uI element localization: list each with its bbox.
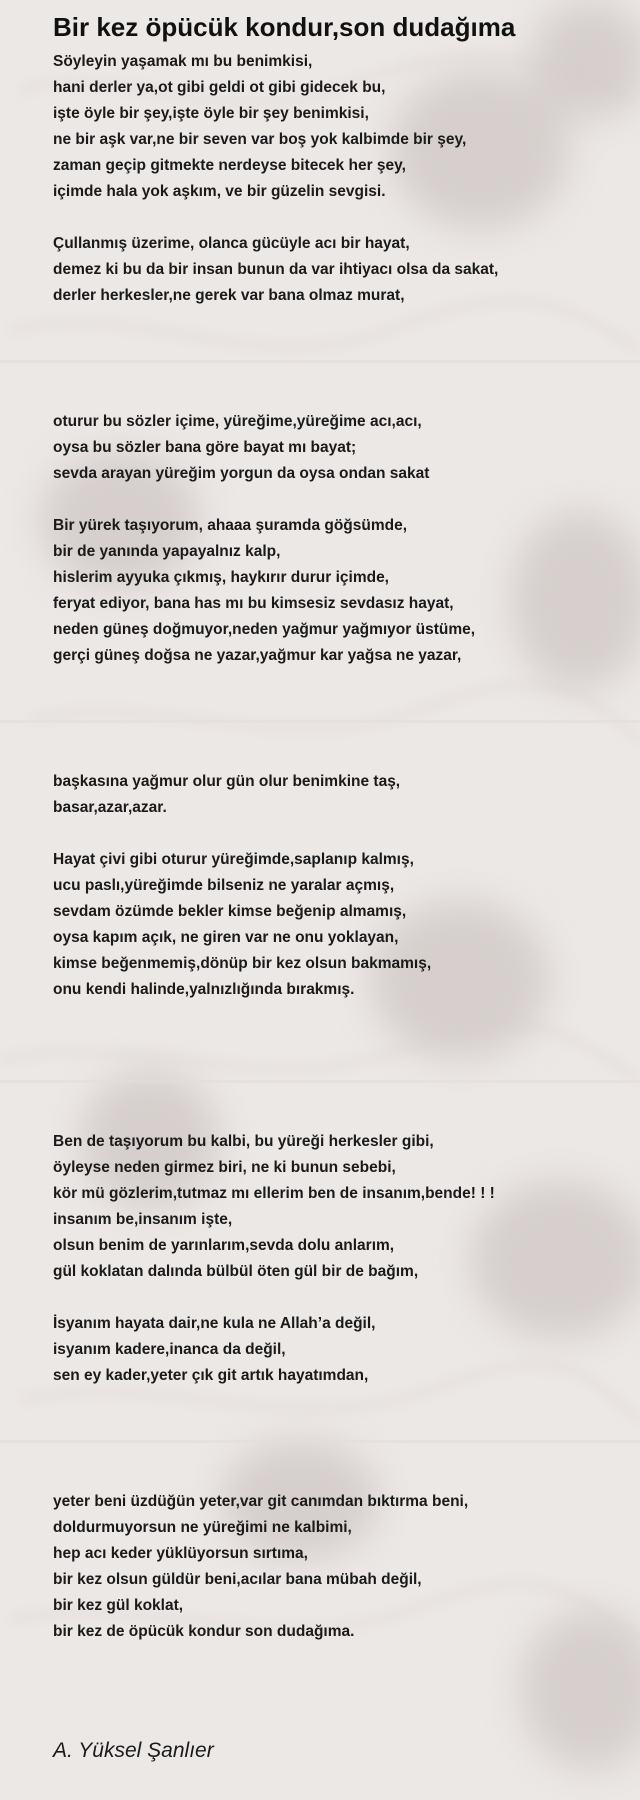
poem-line: oysa bu sözler bana göre bayat mı bayat; xyxy=(53,439,357,456)
poem-line: Söyleyin yaşamak mı bu benimkisi, xyxy=(53,53,313,70)
poem-line: insanım be,insanım işte, xyxy=(53,1211,233,1228)
poem-line: derler herkesler,ne gerek var bana olmaz murat, xyxy=(53,287,405,304)
poem-line: doldurmuyorsun ne yüreğimi ne kalbimi, xyxy=(53,1519,352,1536)
poem-line: neden güneş doğmuyor,neden yağmur yağmıyor üstüme, xyxy=(53,621,476,638)
poem-line: basar,azar,azar. xyxy=(53,799,167,816)
poem-line: ne bir aşk var,ne bir seven var boş yok kalbimde bir şey, xyxy=(53,131,467,148)
poem-line: hani derler ya,ot gibi geldi ot gibi gidecek bu, xyxy=(53,79,386,96)
poem-line: kör mü gözlerim,tutmaz mı ellerim ben de insanım,bende! ! ! xyxy=(53,1185,495,1202)
poem-line: işte öyle bir şey,işte öyle bir şey benimkisi, xyxy=(53,105,369,122)
poem-line: kimse beğenmemiş,dönüp bir kez olsun bakmamış, xyxy=(53,955,432,972)
poem-line: oysa kapım açık, ne giren var ne onu yoklayan, xyxy=(53,929,399,946)
poem-line: bir kez olsun güldür beni,acılar bana mübah değil, xyxy=(53,1571,422,1588)
poem-line: Hayat çivi gibi oturur yüreğimde,saplanıp kalmış, xyxy=(53,851,414,868)
poem-line: İsyanım hayata dair,ne kula ne Allah’a değil, xyxy=(53,1315,376,1332)
poem-line: hislerim ayyuka çıkmış, haykırır durur içimde, xyxy=(53,569,389,586)
poem-line: feryat ediyor, bana has mı bu kimsesiz sevdasız hayat, xyxy=(53,595,454,612)
poem-line: sevda arayan yüreğim yorgun da oysa ondan sakat xyxy=(53,465,430,482)
poem-line: Çullanmış üzerime, olanca gücüyle acı bir hayat, xyxy=(53,235,410,252)
poem-author: A. Yüksel Şanlıer xyxy=(53,1739,214,1762)
poem-line: oturur bu sözler içime, yüreğime,yüreğime acı,acı, xyxy=(53,413,422,430)
poem-line: sevdam özümde bekler kimse beğenip almamış, xyxy=(53,903,407,920)
poem-line: olsun benim de yarınlarım,sevda dolu anlarım, xyxy=(53,1237,395,1254)
poem-line: gül koklatan dalında bülbül öten gül bir de bağım, xyxy=(53,1263,419,1280)
poem-line: bir kez gül koklat, xyxy=(53,1597,184,1614)
poem-line: onu kendi halinde,yalnızlığında bırakmış. xyxy=(53,981,355,998)
poem-line: başkasına yağmur olur gün olur benimkine taş, xyxy=(53,773,401,790)
poem-line: isyanım kadere,inanca da değil, xyxy=(53,1341,286,1358)
poem-line: zaman geçip gitmekte nerdeyse bitecek her şey, xyxy=(53,157,406,174)
poem-line: hep acı keder yüklüyorsun sırtıma, xyxy=(53,1545,308,1562)
poem-line: ucu paslı,yüreğimde bilseniz ne yaralar açmış, xyxy=(53,877,395,894)
poem-line: sen ey kader,yeter çık git artık hayatımdan, xyxy=(53,1367,369,1384)
poem-line: yeter beni üzdüğün yeter,var git canımdan bıktırma beni, xyxy=(53,1493,469,1510)
poem-line: içimde hala yok aşkım, ve bir güzelin sevgisi. xyxy=(53,183,386,200)
poem-line: bir de yanında yapayalnız kalp, xyxy=(53,543,281,560)
poem-line: gerçi güneş doğsa ne yazar,yağmur kar yağsa ne yazar, xyxy=(53,647,462,664)
poem-title: Bir kez öpücük kondur,son dudağıma xyxy=(53,12,516,42)
poem-line: demez ki bu da bir insan bunun da var ihtiyacı olsa da sakat, xyxy=(53,261,499,278)
poem-line: Ben de taşıyorum bu kalbi, bu yüreği herkesler gibi, xyxy=(53,1133,434,1150)
poem-line: Bir yürek taşıyorum, ahaaa şuramda göğsümde, xyxy=(53,517,408,534)
poem-line: öyleyse neden girmez biri, ne ki bunun sebebi, xyxy=(53,1159,396,1176)
poem-line: bir kez de öpücük kondur son dudağıma. xyxy=(53,1623,355,1640)
